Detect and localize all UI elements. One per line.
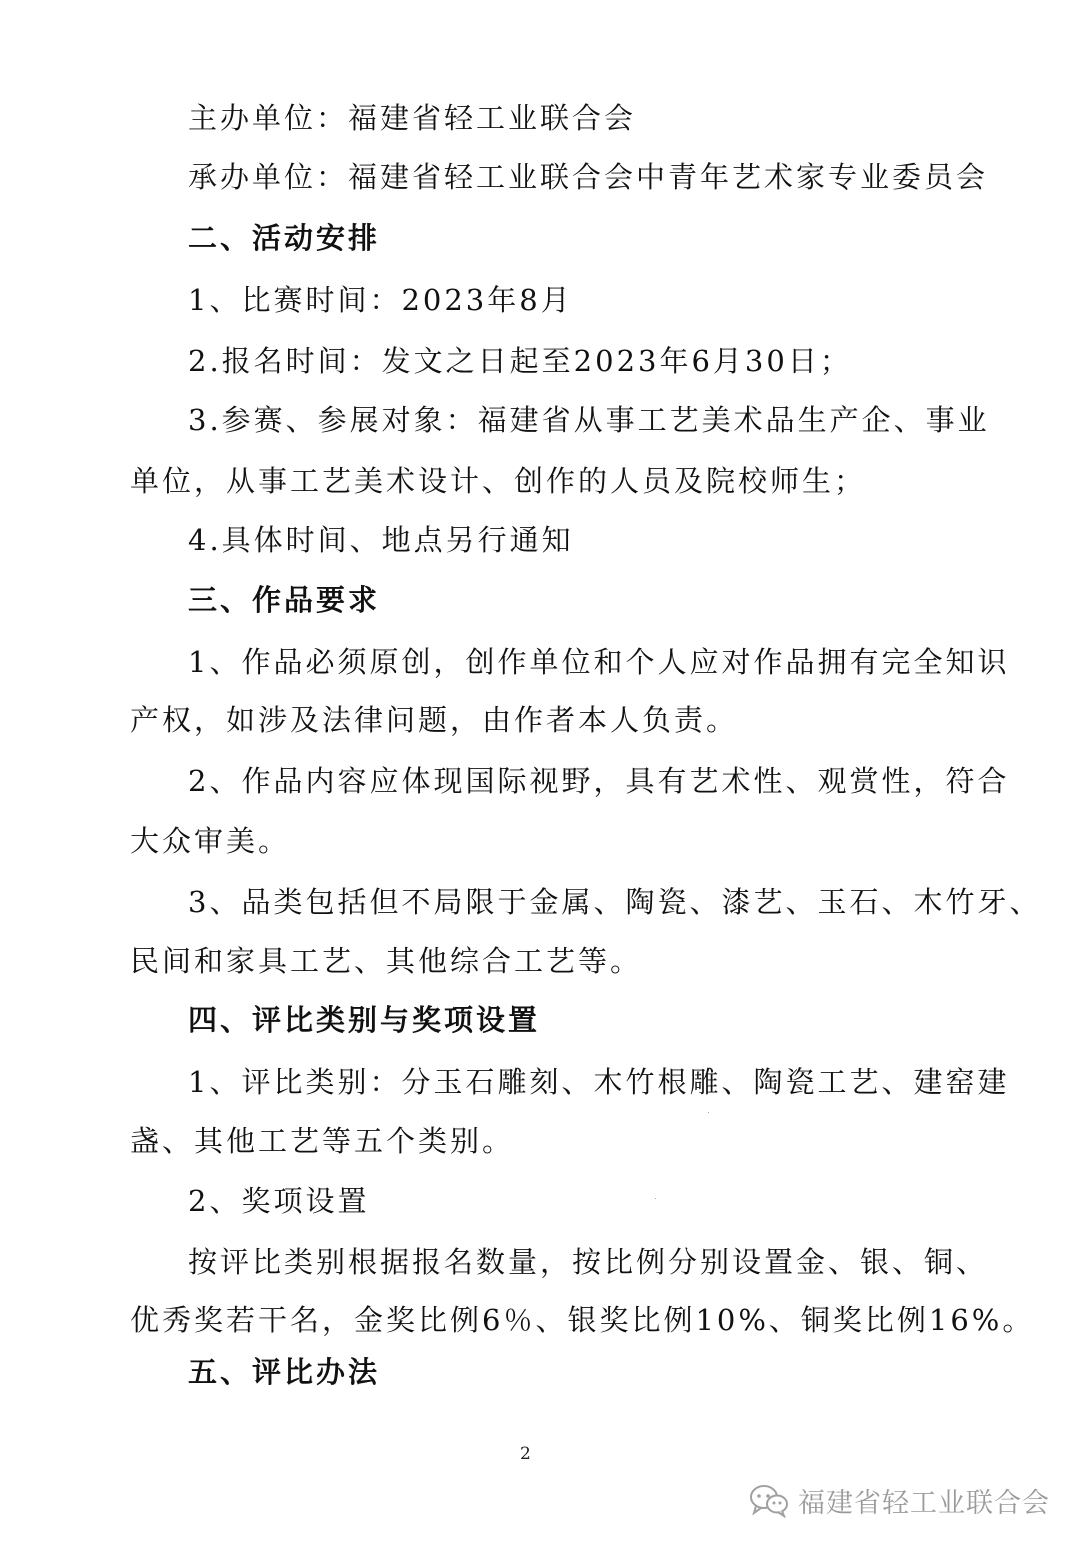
requirement-2-line: 2、作品内容应体现国际视野，具有艺术性、观赏性，符合 [188,764,1010,798]
page-number: 2 [520,1444,531,1464]
award-detail-line: 按评比类别根据报名数量，按比例分别设置金、银、铜、 [188,1245,989,1279]
participants-line-cont: 单位，从事工艺美术设计、创作的人员及院校师生； [130,464,867,498]
wechat-icon [748,1482,790,1518]
participants-line: 3.参赛、参展对象：福建省从事工艺美术品生产企、事业 [188,403,990,437]
requirement-1-line: 1、作品必须原创，创作单位和个人应对作品拥有完全知识 [188,645,1010,679]
section-heading-5: 五、评比办法 [188,1355,381,1389]
section-heading-2: 二、活动安排 [188,221,381,255]
competition-time-line: 1、比赛时间：2023年8月 [188,283,573,317]
requirement-3-line: 3、品类包括但不局限于金属、陶瓷、漆艺、玉石、木竹牙、 [188,885,1042,919]
section-heading-3: 三、作品要求 [188,583,381,617]
time-location-line: 4.具体时间、地点另行通知 [188,523,574,557]
scan-speck [655,1198,656,1199]
requirement-2-line-cont: 大众审美。 [130,824,291,858]
organizer-line: 主办单位：福建省轻工业联合会 [188,101,637,135]
watermark-text: 福建省轻工业联合会 [798,1487,1050,1519]
award-detail-line-cont: 优秀奖若干名，金奖比例6％、银奖比例10%、铜奖比例16%。 [130,1303,1035,1337]
registration-time-line: 2.报名时间：发文之日起至2023年6月30日； [188,344,852,378]
requirement-1-line-cont: 产权，如涉及法律问题，由作者本人负责。 [130,703,739,737]
watermark [748,1478,1050,1522]
category-line: 1、评比类别：分玉石雕刻、木竹根雕、陶瓷工艺、建窑建 [188,1065,1010,1099]
requirement-3-line-cont: 民间和家具工艺、其他综合工艺等。 [130,944,643,978]
category-line-cont: 盏、其他工艺等五个类别。 [130,1124,515,1158]
scan-speck [708,1112,709,1113]
award-setting-line: 2、奖项设置 [188,1184,370,1218]
co-organizer-line: 承办单位：福建省轻工业联合会中青年艺术家专业委员会 [188,160,989,194]
section-heading-4: 四、评比类别与奖项设置 [188,1003,541,1037]
